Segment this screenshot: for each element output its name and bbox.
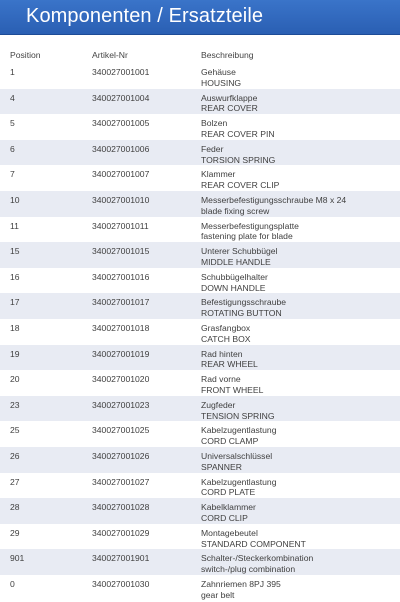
position-cell: 23 bbox=[10, 399, 20, 410]
description-cell bbox=[201, 195, 346, 217]
position-cell: 6 bbox=[10, 143, 15, 154]
description-english: DOWN HANDLE bbox=[201, 282, 266, 293]
description-german: Messerbefestigungsschraube M8 x 24 bbox=[201, 195, 347, 205]
column-header-article: Artikel-Nr bbox=[92, 50, 128, 60]
description-german: Befestigungsschraube bbox=[201, 297, 287, 308]
table-row bbox=[0, 63, 400, 89]
description-german: Gehäuse bbox=[201, 67, 236, 77]
description-cell bbox=[201, 425, 277, 447]
position-cell: 11 bbox=[10, 220, 19, 231]
description-english: REAR COVER CLIP bbox=[201, 180, 280, 191]
description-english: TENSION SPRING bbox=[201, 410, 275, 421]
description-english: HOUSING bbox=[201, 77, 242, 88]
description-cell bbox=[201, 297, 286, 319]
table-row bbox=[0, 191, 400, 217]
page-title: Komponenten / Ersatzteile bbox=[26, 5, 264, 27]
table-row bbox=[0, 370, 400, 396]
article-number-cell: 340027001016 bbox=[92, 271, 150, 282]
article-number-cell: 340027001019 bbox=[92, 348, 150, 359]
description-cell bbox=[201, 502, 256, 524]
description-cell bbox=[201, 272, 268, 294]
description-german: Schubbügelhalter bbox=[201, 271, 268, 282]
table-row bbox=[0, 114, 400, 140]
article-number-cell: 340027001025 bbox=[92, 425, 150, 436]
article-number-cell: 340027001007 bbox=[92, 169, 150, 180]
article-number-cell: 340027001026 bbox=[92, 451, 150, 461]
position-cell: 29 bbox=[10, 527, 20, 538]
position-cell: 16 bbox=[10, 271, 20, 282]
article-number-cell: 340027001023 bbox=[92, 399, 150, 410]
description-cell bbox=[201, 477, 277, 499]
description-german: Kabelklammer bbox=[201, 502, 256, 513]
position-cell: 28 bbox=[10, 502, 20, 513]
table-row bbox=[0, 319, 400, 345]
table-row bbox=[0, 549, 400, 575]
description-cell bbox=[201, 451, 272, 473]
position-cell: 27 bbox=[10, 476, 20, 487]
position-cell: 10 bbox=[10, 195, 20, 205]
position-cell: 25 bbox=[10, 425, 20, 436]
article-number-cell: 340027001030 bbox=[92, 579, 150, 589]
table-row bbox=[0, 293, 400, 319]
description-german: Rad vorne bbox=[201, 374, 241, 385]
table-row bbox=[0, 498, 400, 524]
position-cell: 19 bbox=[10, 348, 20, 359]
table-row bbox=[0, 575, 400, 601]
description-cell bbox=[201, 246, 277, 268]
description-english: fastening plate for blade bbox=[201, 231, 293, 242]
column-header-position: Position bbox=[10, 50, 41, 60]
header-bar bbox=[0, 0, 400, 35]
description-german: Feder bbox=[201, 143, 224, 154]
table-row bbox=[0, 89, 400, 115]
description-german: Universalschlüssel bbox=[201, 451, 273, 461]
description-english: SPANNER bbox=[201, 461, 242, 472]
article-number-cell: 340027001017 bbox=[92, 297, 150, 308]
position-cell: 7 bbox=[10, 169, 15, 180]
position-cell: 901 bbox=[10, 553, 25, 564]
table-row bbox=[0, 473, 400, 499]
position-cell: 17 bbox=[10, 297, 20, 308]
article-number-cell: 340027001018 bbox=[92, 323, 150, 333]
description-cell bbox=[201, 528, 306, 550]
description-english: CORD PLATE bbox=[201, 487, 256, 498]
table-row bbox=[0, 242, 400, 268]
description-english: REAR COVER PIN bbox=[201, 128, 275, 139]
table-row bbox=[0, 447, 400, 473]
article-number-cell: 340027001027 bbox=[92, 476, 150, 487]
position-cell: 20 bbox=[10, 374, 20, 385]
description-german: Unterer Schubbügel bbox=[201, 246, 278, 257]
table-row bbox=[0, 165, 400, 191]
article-number-cell: 340027001006 bbox=[92, 143, 150, 154]
position-cell: 1 bbox=[10, 67, 15, 77]
description-german: Rad hinten bbox=[201, 348, 243, 359]
description-cell bbox=[201, 93, 258, 115]
table-row bbox=[0, 217, 400, 243]
description-english: REAR WHEEL bbox=[201, 359, 258, 370]
article-number-cell: 340027001901 bbox=[92, 553, 150, 564]
article-number-cell: 340027001015 bbox=[92, 246, 150, 257]
description-english: gear belt bbox=[201, 589, 235, 600]
article-number-cell: 340027001020 bbox=[92, 374, 150, 385]
table-row bbox=[0, 421, 400, 447]
description-english: switch-/plug combination bbox=[201, 564, 296, 575]
description-cell bbox=[201, 374, 263, 396]
column-header-description: Beschreibung bbox=[201, 50, 254, 60]
position-cell: 4 bbox=[10, 92, 15, 103]
description-english: CORD CLIP bbox=[201, 512, 248, 523]
description-german: Messerbefestigungsplatte bbox=[201, 220, 299, 231]
description-english: FRONT WHEEL bbox=[201, 384, 264, 395]
description-cell bbox=[201, 400, 275, 422]
description-english: CORD CLAMP bbox=[201, 436, 259, 447]
description-english: blade fixing screw bbox=[201, 205, 270, 216]
article-number-cell: 340027001004 bbox=[92, 92, 150, 103]
description-german: Klammer bbox=[201, 169, 236, 180]
description-cell bbox=[201, 169, 279, 191]
article-number-cell: 340027001029 bbox=[92, 527, 150, 538]
description-cell bbox=[201, 221, 299, 243]
description-cell bbox=[201, 553, 313, 575]
position-cell: 15 bbox=[10, 246, 20, 257]
description-cell bbox=[201, 579, 281, 601]
description-cell bbox=[201, 349, 258, 371]
position-cell: 26 bbox=[10, 451, 20, 461]
description-german: Schalter-/Steckerkombination bbox=[201, 553, 314, 564]
description-german: Zugfeder bbox=[201, 399, 236, 410]
table-row bbox=[0, 140, 400, 166]
description-german: Auswurfklappe bbox=[201, 92, 258, 103]
article-number-cell: 340027001001 bbox=[92, 67, 150, 77]
description-cell bbox=[201, 67, 241, 89]
table-row bbox=[0, 396, 400, 422]
description-english: CATCH BOX bbox=[201, 333, 251, 344]
description-english: ROTATING BUTTON bbox=[201, 308, 282, 319]
article-number-cell: 340027001028 bbox=[92, 502, 150, 513]
description-english: REAR COVER bbox=[201, 103, 258, 114]
description-german: Bolzen bbox=[201, 118, 228, 129]
description-german: Kabelzugentlastung bbox=[201, 476, 277, 487]
article-number-cell: 340027001005 bbox=[92, 118, 150, 129]
description-german: Grasfangbox bbox=[201, 323, 251, 333]
article-number-cell: 340027001010 bbox=[92, 195, 150, 205]
article-number-cell: 340027001011 bbox=[92, 220, 149, 231]
description-german: Zahnriemen 8PJ 395 bbox=[201, 579, 281, 589]
description-english: STANDARD COMPONENT bbox=[201, 538, 306, 549]
description-cell bbox=[201, 144, 275, 166]
description-english: TORSION SPRING bbox=[201, 154, 276, 165]
position-cell: 5 bbox=[10, 118, 15, 129]
description-german: Montagebeutel bbox=[201, 527, 258, 538]
table-row bbox=[0, 268, 400, 294]
description-english: MIDDLE HANDLE bbox=[201, 256, 271, 267]
description-cell bbox=[201, 323, 251, 345]
table-row bbox=[0, 524, 400, 550]
table-row bbox=[0, 345, 400, 371]
position-cell: 18 bbox=[10, 323, 20, 333]
description-cell bbox=[201, 118, 275, 140]
description-german: Kabelzugentlastung bbox=[201, 425, 277, 436]
position-cell: 0 bbox=[10, 579, 15, 589]
